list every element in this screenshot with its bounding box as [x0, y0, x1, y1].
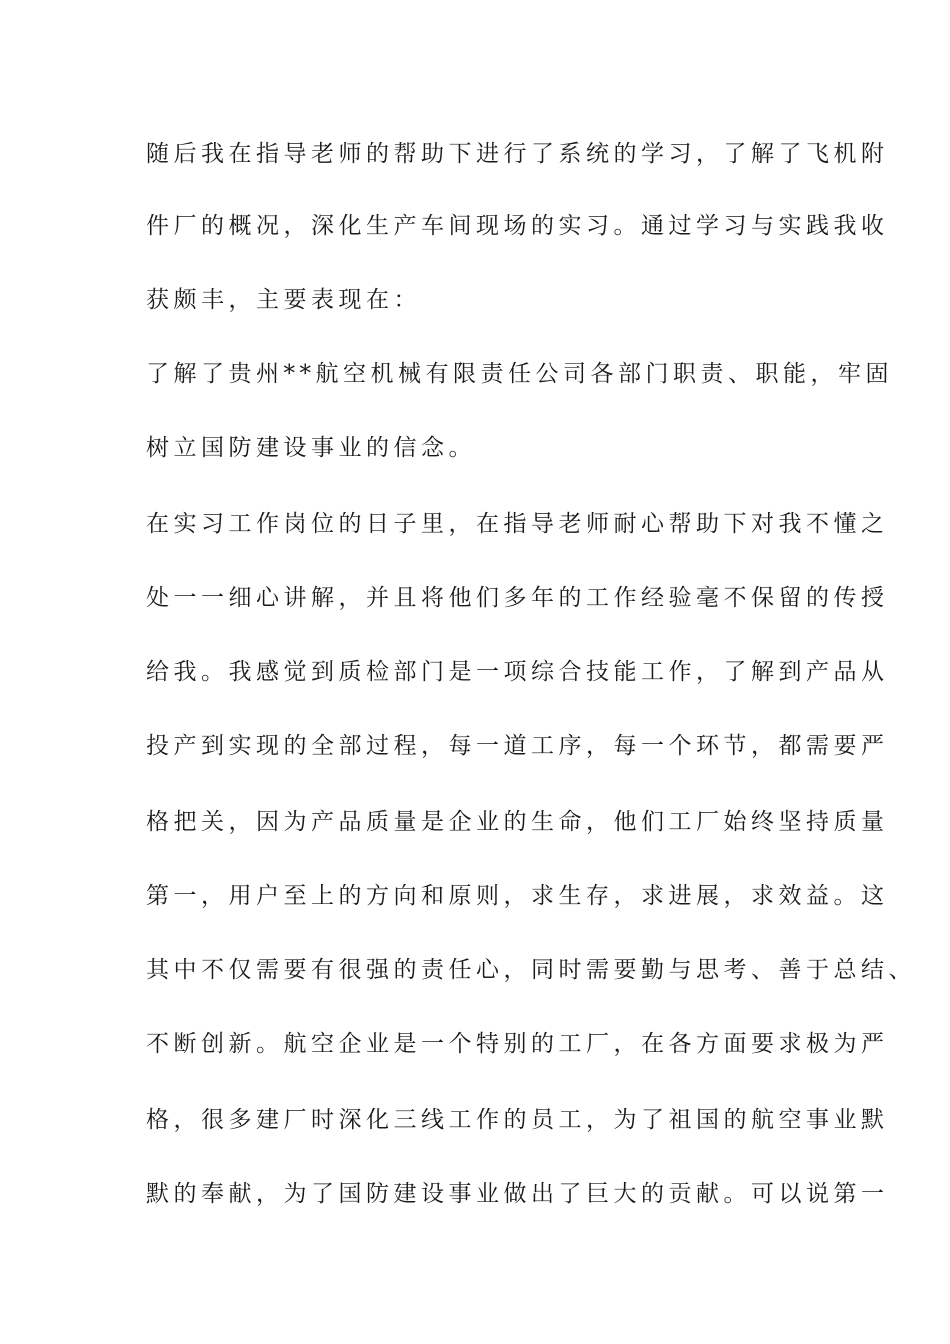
- text-line: 在实习工作岗位的日子里，在指导老师耐心帮助下对我不懂之: [146, 511, 889, 537]
- text-line: 其中不仅需要有很强的责任心，同时需要勤与思考、善于总结、: [146, 957, 916, 983]
- text-line: 格把关，因为产品质量是企业的生命，他们工厂始终坚持质量: [146, 809, 889, 835]
- text-line: 第一，用户至上的方向和原则，求生存，求进展，求效益。这: [146, 883, 889, 909]
- text-line: 件厂的概况，深化生产车间现场的实习。通过学习与实践我收: [146, 213, 889, 239]
- text-line: 投产到实现的全部过程，每一道工序，每一个环节，都需要严: [146, 733, 889, 759]
- text-line: 获颇丰，主要表现在：: [146, 287, 421, 313]
- text-line: 默的奉献，为了国防建设事业做出了巨大的贡献。可以说第一: [146, 1181, 889, 1207]
- text-line: 树立国防建设事业的信念。: [146, 435, 476, 461]
- text-line: 给我。我感觉到质检部门是一项综合技能工作，了解到产品从: [146, 659, 889, 685]
- text-line: 随后我在指导老师的帮助下进行了系统的学习，了解了飞机附: [146, 141, 889, 167]
- text-line: 不断创新。航空企业是一个特别的工厂，在各方面要求极为严: [146, 1031, 889, 1057]
- text-line: 格，很多建厂时深化三线工作的员工，为了祖国的航空事业默: [146, 1107, 889, 1133]
- text-line: 处一一细心讲解，并且将他们多年的工作经验毫不保留的传授: [146, 585, 889, 611]
- text-line: 了解了贵州**航空机械有限责任公司各部门职责、职能，牢固: [146, 361, 893, 387]
